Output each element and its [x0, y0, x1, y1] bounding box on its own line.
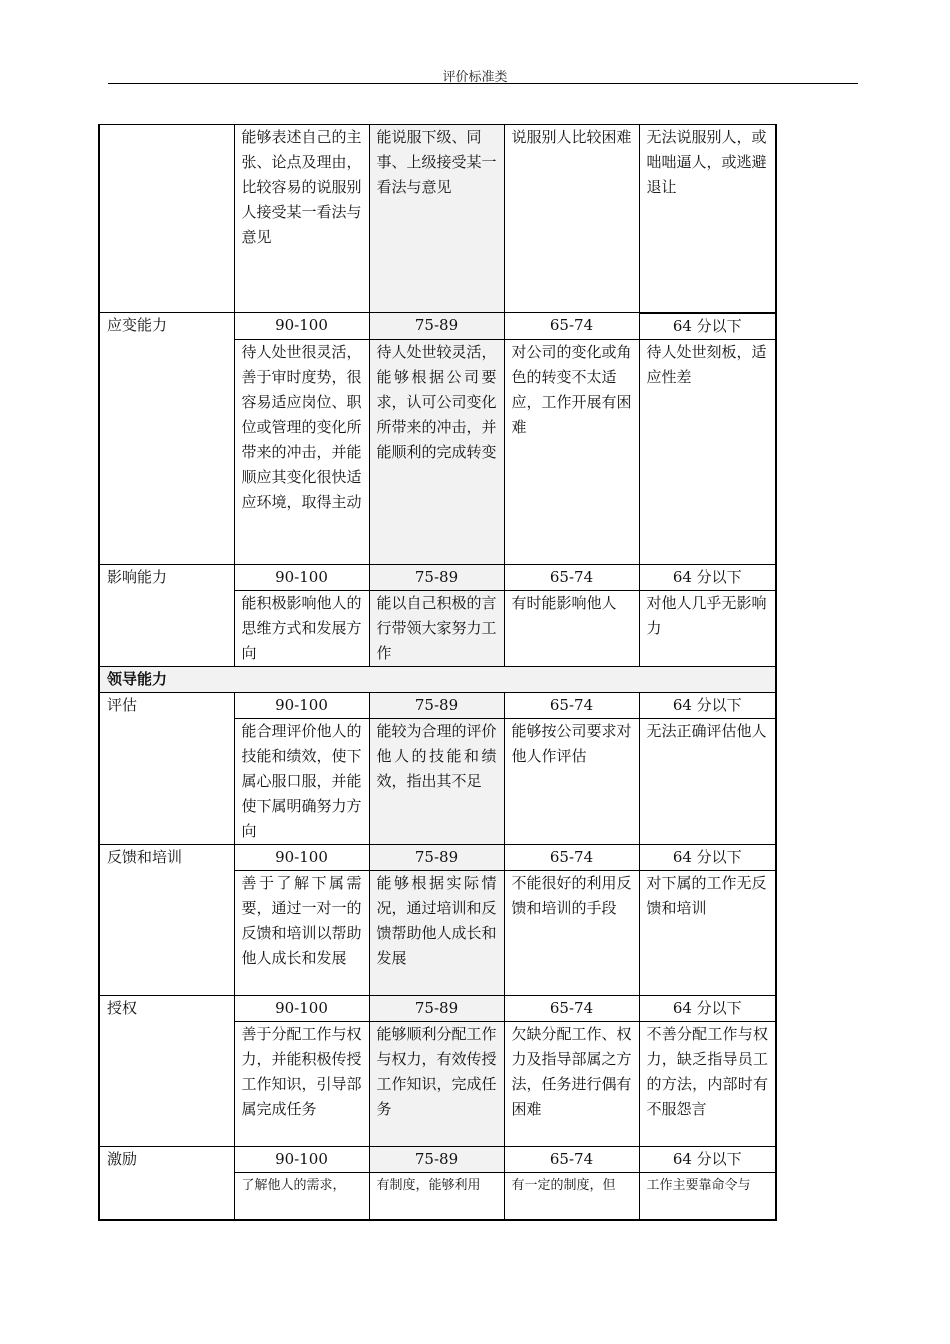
score-cell: 90-100 [234, 692, 369, 718]
score-cell: 65-74 [504, 1146, 639, 1172]
score-cell: 90-100 [234, 995, 369, 1021]
score-cell: 65-74 [504, 564, 639, 590]
desc-cell: 无法说服别人，或咄咄逼人，或逃避退让 [639, 125, 776, 313]
score-cell: 65-74 [504, 844, 639, 870]
score-cell: 75-89 [369, 995, 504, 1021]
score-cell: 64 分以下 [639, 564, 776, 590]
desc-cell: 能够根据实际情况，通过培训和反馈帮助他人成长和发展 [369, 870, 504, 995]
row-label: 激励 [99, 1146, 234, 1220]
score-cell: 75-89 [369, 313, 504, 340]
desc-cell: 待人处世较灵活，能够根据公司要求，认可公司变化所带来的冲击，并能顺利的完成转变 [369, 339, 504, 564]
score-cell: 90-100 [234, 564, 369, 590]
desc-cell: 能较为合理的评价他人的技能和绩效，指出其不足 [369, 718, 504, 844]
desc-cell: 待人处世很灵活，善于审时度势，很容易适应岗位、职位或管理的变化所带来的冲击，并能顺应其变化很快适应环境，取得主动 [234, 339, 369, 564]
desc-cell: 有时能影响他人 [504, 590, 639, 666]
table-row [99, 564, 776, 590]
desc-cell: 不善分配工作与权力，缺乏指导员工的方法，内部时有不服怨言 [639, 1021, 776, 1146]
desc-cell: 能以自己积极的言行带领大家努力工作 [369, 590, 504, 666]
table-row [99, 1146, 776, 1172]
row-label: 授权 [99, 995, 234, 1146]
desc-cell: 不能很好的利用反馈和培训的手段 [504, 870, 639, 995]
score-cell: 65-74 [504, 692, 639, 718]
score-cell: 64 分以下 [639, 692, 776, 718]
desc-cell: 对下属的工作无反馈和培训 [639, 870, 776, 995]
page-header-title: 评价标准类 [442, 70, 508, 85]
score-cell: 75-89 [369, 564, 504, 590]
evaluation-table [98, 124, 777, 1221]
desc-cell: 工作主要靠命令与 [639, 1172, 776, 1220]
desc-cell: 了解他人的需求， [234, 1172, 369, 1220]
desc-cell: 善于分配工作与权力，并能积极传授工作知识，引导部属完成任务 [234, 1021, 369, 1146]
score-cell: 75-89 [369, 1146, 504, 1172]
desc-cell: 对他人几乎无影响力 [639, 590, 776, 666]
desc-cell: 有制度，能够利用 [369, 1172, 504, 1220]
desc-cell: 能够按公司要求对他人作评估 [504, 718, 639, 844]
section-title: 领导能力 [99, 666, 776, 692]
table-row [99, 313, 776, 340]
score-cell: 90-100 [234, 844, 369, 870]
desc-cell: 无法正确评估他人 [639, 718, 776, 844]
desc-cell: 对公司的变化或角色的转变不太适应，工作开展有困难 [504, 339, 639, 564]
table-row [99, 844, 776, 870]
score-cell: 65-74 [504, 995, 639, 1021]
desc-cell: 待人处世刻板，适应性差 [639, 339, 776, 564]
desc-cell: 说服别人比较困难 [504, 125, 639, 313]
row-label: 反馈和培训 [99, 844, 234, 995]
desc-cell: 有一定的制度，但 [504, 1172, 639, 1220]
row-label: 评估 [99, 692, 234, 844]
score-cell: 64 分以下 [639, 995, 776, 1021]
score-cell: 64 分以下 [639, 1146, 776, 1172]
desc-cell: 善于了解下属需要，通过一对一的反馈和培训以帮助他人成长和发展 [234, 870, 369, 995]
desc-cell: 能说服下级、同事、上级接受某一看法与意见 [369, 125, 504, 313]
score-cell: 64 分以下 [639, 844, 776, 870]
score-cell: 65-74 [504, 313, 639, 340]
row-label: 应变能力 [99, 313, 234, 565]
header-rule [108, 83, 858, 84]
score-cell: 75-89 [369, 844, 504, 870]
row-label [99, 125, 234, 313]
table-row [99, 666, 776, 692]
desc-cell: 能积极影响他人的思维方式和发展方向 [234, 590, 369, 666]
score-cell: 75-89 [369, 692, 504, 718]
desc-cell: 能合理评价他人的技能和绩效，使下属心服口服，并能使下属明确努力方向 [234, 718, 369, 844]
score-cell: 90-100 [234, 313, 369, 340]
score-cell: 90-100 [234, 1146, 369, 1172]
table-row [99, 692, 776, 718]
desc-cell: 能够表述自己的主张、论点及理由，比较容易的说服别人接受某一看法与意见 [234, 125, 369, 313]
desc-cell: 欠缺分配工作、权力及指导部属之方法，任务进行偶有困难 [504, 1021, 639, 1146]
table-row [99, 995, 776, 1021]
row-label: 影响能力 [99, 564, 234, 666]
desc-cell: 能够顺利分配工作与权力，有效传授工作知识，完成任务 [369, 1021, 504, 1146]
score-cell: 64 分以下 [639, 313, 776, 340]
table-row [99, 125, 776, 313]
